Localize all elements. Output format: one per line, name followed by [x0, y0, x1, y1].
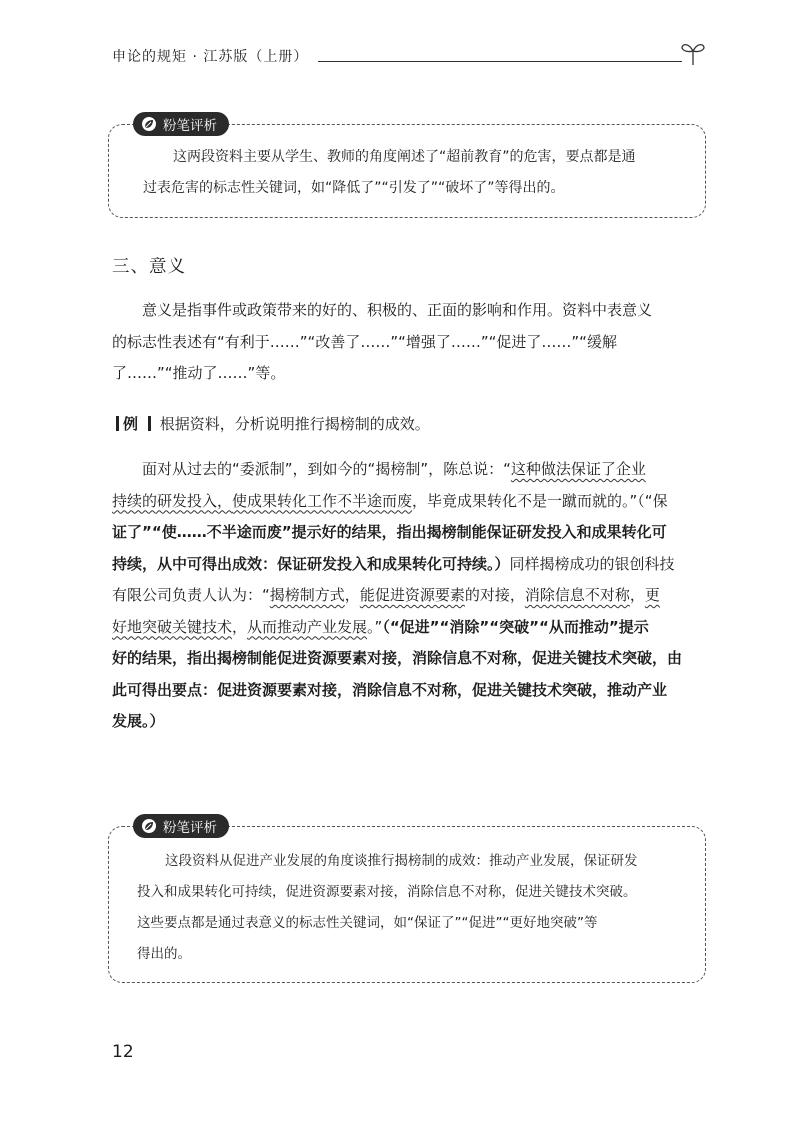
text-segment: ， — [344, 586, 360, 604]
analysis-tag-label: 粉笔评析 — [163, 118, 217, 134]
text-segment: 的对接， — [464, 586, 525, 604]
analysis-tag-2 — [133, 814, 229, 838]
text-segment: ，毕竟成果转化不是一蹴而就的。”（“保 — [412, 491, 668, 510]
text-segment: 同样揭榜成功的银创科技 — [509, 554, 675, 573]
example-bar-right — [148, 416, 151, 431]
text-line: 发展。） — [112, 712, 165, 730]
wavy-underlined-text: 更 — [644, 586, 660, 604]
analysis-text-1 — [143, 142, 703, 204]
text-line — [112, 580, 706, 612]
page-number: 12 — [112, 1042, 134, 1062]
example-bar-left — [116, 416, 119, 431]
leaf-icon — [141, 818, 157, 834]
wavy-underlined-text: 好地突破关键技术 — [112, 617, 233, 636]
text-line: 证了”“使……不半途而废”提示好的结果，指出揭榜制能保证研发投入和成果转化可 — [112, 523, 667, 541]
wavy-underlined-text: 这种做法保证了企业 — [510, 460, 646, 478]
section-heading: 三、意义 — [112, 257, 186, 277]
meaning-paragraph — [112, 295, 706, 390]
text-segment: 面对从过去的“委派制”，到如今的“揭榜制”，陈总说：“ — [142, 460, 511, 478]
wavy-underlined-text: 从而推动产业发展 — [247, 617, 368, 636]
text-line: 的标志性表述有“有利于……”“改善了……”“增强了……”“促进了……”“缓解 — [112, 332, 617, 351]
bold-text: （“促进”“消除”“突破”“从而推动”提示 — [382, 617, 649, 636]
analysis-tag-1 — [133, 112, 229, 136]
example-question-text: 根据资料，分析说明推行揭榜制的成效。 — [159, 415, 430, 433]
analysis-line: 得出的。 — [137, 946, 191, 962]
example-mark: 例 — [123, 415, 139, 433]
text-line — [112, 549, 706, 581]
text-line — [112, 612, 706, 644]
text-line: 好的结果，指出揭榜制能促进资源要素对接，消除信息不对称，促进关键技术突破，由 — [112, 649, 683, 667]
text-line — [112, 454, 706, 486]
analysis-line: 过表危害的标志性关键词，如“降低了”“引发了”“破坏了”等得出的。 — [143, 180, 565, 196]
bold-text: 持续，从中可得出成效：保证研发投入和成果转化可持续。） — [112, 554, 510, 573]
analysis-line: 这些要点都是通过表意义的标志性关键词，如“保证了”“促进”“更好地突破”等 — [137, 915, 598, 931]
header-rule — [318, 61, 682, 62]
analysis-box-1 — [108, 118, 706, 218]
analysis-tag-label: 粉笔评析 — [163, 820, 217, 836]
text-segment: 有限公司负责人认为：“ — [112, 586, 270, 604]
text-segment: ， — [629, 586, 645, 604]
answer-paragraph — [112, 454, 706, 738]
analysis-text-2 — [137, 846, 703, 970]
analysis-line: 这两段资料主要从学生、教师的角度阐述了“超前教育”的危害，要点都是通 — [173, 149, 636, 165]
text-line: 了……”“推动了……”等。 — [112, 364, 286, 382]
running-header — [112, 44, 702, 74]
analysis-box-2 — [108, 820, 706, 983]
text-line: 意义是指事件或政策带来的好的、积极的、正面的影响和作用。资料中表意义 — [142, 301, 653, 319]
text-line: 此可得出要点：促进资源要素对接，消除信息不对称，促进关键技术突破，推动产业 — [112, 680, 668, 699]
example-question — [112, 413, 430, 434]
wavy-underlined-text: 揭榜制方式 — [269, 586, 345, 604]
wavy-underlined-text: 持续的研发投入， — [112, 491, 233, 510]
text-line — [112, 486, 706, 518]
text-segment: ， — [232, 617, 248, 636]
leaf-icon — [141, 116, 157, 132]
analysis-line: 投入和成果转化可持续，促进资源要素对接，消除信息不对称，促进关键技术突破。 — [137, 884, 637, 900]
wavy-underlined-text: 使成果转化工作不半途而废 — [232, 491, 413, 510]
wavy-underlined-text: 消除信息不对称 — [524, 586, 630, 604]
text-segment: 。” — [367, 617, 383, 636]
analysis-line: 这段资料从促进产业发展的角度谈推行揭榜制的成效：推动产业发展，保证研发 — [165, 853, 638, 869]
header-title: 申论的规矩 · 江苏版（上册） — [112, 49, 309, 65]
sprout-icon — [680, 38, 706, 66]
wavy-underlined-text: 能促进资源要素 — [359, 586, 465, 604]
